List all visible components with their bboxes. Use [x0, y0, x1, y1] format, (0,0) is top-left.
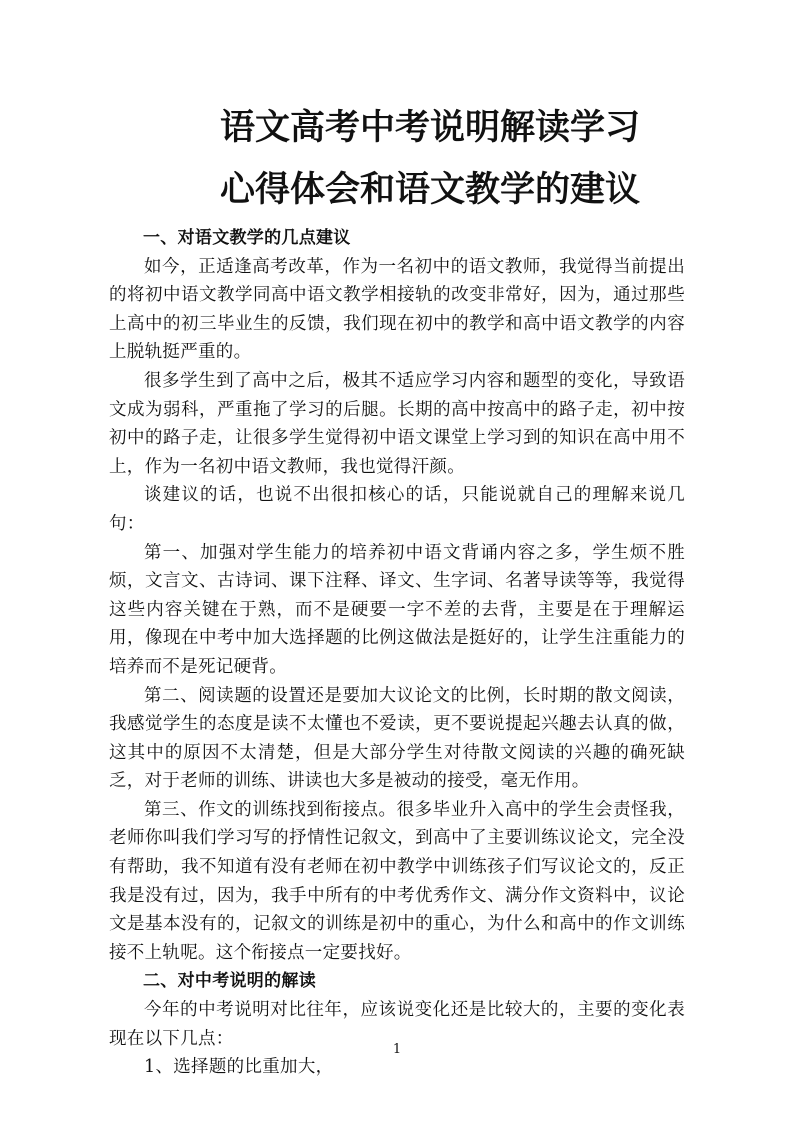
- paragraph: 第二、阅读题的设置还是要加大议论文的比例，长时期的散文阅读，我感觉学生的态度是读不太懂也不爱读，更不要说提起兴趣去认真的做，这其中的原因不太清楚，但是大部分学生对待散文阅读的兴趣的确死缺乏，对于老师的训练、讲读也大多是被动的接受，毫无作用。: [109, 685, 685, 792]
- paragraph: 1、选择题的比重加大，: [144, 1057, 334, 1078]
- page-number: 1: [392, 1042, 402, 1057]
- paragraph: 如今，正适逢高考改革，作为一名初中的语文教师，我觉得当前提出的将初中语文教学同高中语文教学相接轨的改变非常好，因为，通过那些上高中的初三毕业生的反馈，我们现在初中的教学和高中语文教学的内容上脱轨挺严重的。: [109, 256, 685, 363]
- paragraph: 第三、作文的训练找到衔接点。很多毕业升入高中的学生会责怪我，老师你叫我们学习写的抒情性记叙文，到高中了主要训练议论文，完全没有帮助，我不知道有没有老师在初中教学中训练孩子们写议论文的，反正我是没有过，因为，我手中所有的中考优秀作文、满分作文资料中，议论文是基本没有的，记叙文的训练是初中的重心，为什么和高中的作文训练接不上轨呢。这个衔接点一定要找好。: [109, 799, 685, 963]
- paragraph: 今年的中考说明对比往年，应该说变化还是比较大的，主要的变化表现在以下几点：: [109, 1000, 685, 1049]
- paragraph: 谈建议的话，也说不出很扣核心的话，只能说就自己的理解来说几句：: [109, 485, 685, 534]
- document-body: [109, 224, 685, 1082]
- paragraph: 第一、加强对学生能力的培养初中语文背诵内容之多，学生烦不胜烦，文言文、古诗词、课下注释、译文、生字词、名著导读等等，我觉得这些内容关键在于熟，而不是硬要一字不差的去背，主要是在于理解运用，像现在中考中加大选择题的比例这做法是挺好的，让学生注重能力的培养而不是死记硬背。: [109, 542, 685, 677]
- document-title-line-1: 语文高考中考说明解读学习: [219, 108, 640, 148]
- section-heading-1: 一、对语文教学的几点建议: [143, 228, 351, 248]
- document-title-line-2: 心得体会和语文教学的建议: [219, 170, 640, 210]
- paragraph: 很多学生到了高中之后，极其不适应学习内容和题型的变化，导致语文成为弱科，严重拖了学习的后腿。长期的高中按高中的路子走，初中按初中的路子走，让很多学生觉得初中语文课堂上学习到的知识在高中用不上，作为一名初中语文教师，我也觉得汗颜。: [109, 370, 685, 477]
- section-heading-2: 二、对中考说明的解读: [143, 971, 316, 992]
